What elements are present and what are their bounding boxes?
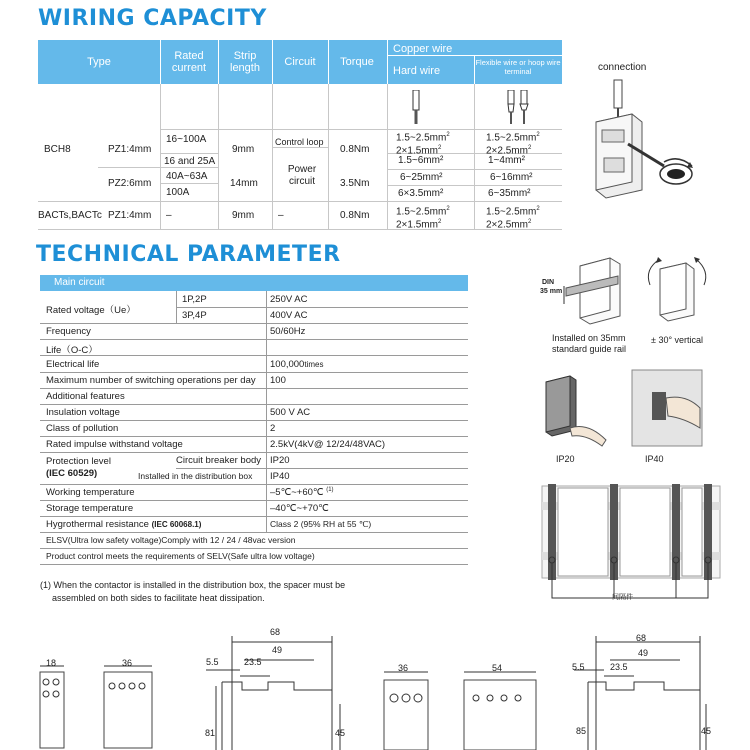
rv-value-1: 250V AC <box>270 294 308 305</box>
row1-circuit: Control loop <box>275 137 324 147</box>
dim-81: 81 <box>205 728 216 738</box>
pollution-value: 2 <box>270 423 276 434</box>
row5-hard: $1.5\sim 2.5mm^2$ $2\times 1.5mm^2$ <box>396 206 450 231</box>
row1-hard: $1.5\sim 2.5mm^2$ $2\times 1.5mm^2$ <box>396 132 450 157</box>
dim-68b: 68 <box>636 633 647 643</box>
row1-flex: $1.5\sim 2.5mm^2$ $2\times 2.5mm^2$ <box>486 132 540 157</box>
selv-text: Product control meets the requirements of SELV(Safe ultra low voltage) <box>46 551 315 561</box>
header-flexible-wire: Flexible wire or hoop wire terminal <box>475 58 561 76</box>
wiring-title: WIRING CAPACITY <box>38 6 267 31</box>
rv-poles-2: 3P,4P <box>182 310 207 321</box>
impulse-label: Rated impulse withstand voltage <box>46 439 183 450</box>
working-temp-label: Working temperature <box>46 487 135 498</box>
cb-body-value: IP20 <box>270 455 290 466</box>
vertical-label: ± 30° vertical <box>651 335 704 345</box>
cb-body-label: Circuit breaker body <box>176 455 262 466</box>
main-circuit-label: Main circuit <box>54 277 105 288</box>
iec-60529: (IEC 60529) <box>46 468 98 479</box>
working-temp-value: –5℃~+60℃ $^{(1)}$ <box>270 487 334 499</box>
ip40-illustration <box>630 368 706 450</box>
row4-current: 100A <box>166 187 190 198</box>
row2-current: 16 and 25A <box>164 156 216 167</box>
row1-strip: 9mm <box>232 144 255 155</box>
row3-flex: 6~16mm² <box>490 172 533 183</box>
row1-current: 16~100A <box>166 134 207 145</box>
row3-hard: 6~25mm² <box>400 172 443 183</box>
hygro-label: Hygrothermal resistance (IEC 60068.1) <box>46 519 202 530</box>
dist-box-value: IP40 <box>270 471 290 482</box>
electrical-life-value: 100,000times <box>270 359 324 370</box>
header-copper-wire: Copper wire <box>393 43 453 55</box>
header-circuit: Circuit <box>284 56 316 68</box>
electrical-life-label: Electrical life <box>46 359 100 370</box>
header-torque: Torque <box>340 56 374 68</box>
dim-45a: 45 <box>335 728 346 738</box>
connection-illustration <box>586 78 696 208</box>
installed-label-2: standard guide rail <box>552 344 627 354</box>
insulation-label: Insulation voltage <box>46 407 120 418</box>
row5-torque: 0.8Nm <box>340 210 370 221</box>
additional-label: Additional features <box>46 391 125 402</box>
row4-hard: 6×3.5mm² <box>398 188 444 199</box>
rv-value-2: 400V AC <box>270 310 308 321</box>
dim-68a: 68 <box>270 627 281 637</box>
vertical-angle-illustration <box>642 255 712 327</box>
dim-49b: 49 <box>638 648 649 658</box>
life-label: Life（O-C） <box>46 345 98 356</box>
dim-45b: 45 <box>701 726 712 736</box>
tech-title: TECHNICAL PARAMETER <box>36 242 341 267</box>
row2-circuit: Power circuit <box>287 164 317 187</box>
ip20-label: IP20 <box>556 454 575 464</box>
row1-pole: PZ1:4mm <box>108 144 152 155</box>
row3-strip: 14mm <box>230 178 258 189</box>
row5-strip: 9mm <box>232 210 255 221</box>
hard-wire-icon <box>410 90 422 126</box>
flexible-wire-icon <box>506 90 532 126</box>
header-rated-current: Rated current <box>171 50 207 74</box>
storage-temp-value: –40℃~+70℃ <box>270 503 329 514</box>
frequency-value: 50/60Hz <box>270 326 306 337</box>
max-switching-value: 100 <box>270 375 286 386</box>
dist-box-label: Installed in the distribution box <box>138 471 253 481</box>
row2-flex: 1~4mm² <box>488 155 525 166</box>
din-label: DIN <box>542 279 555 286</box>
din-mm-label: 35 mm <box>540 288 563 295</box>
frequency-label: Frequency <box>46 326 91 337</box>
hygro-value: Class 2 (95% RH at 55 ℃) <box>270 519 372 529</box>
dim-5-5a: 5.5 <box>206 657 219 667</box>
dim-23-5b: 23.5 <box>610 662 628 672</box>
dim-18: 18 <box>46 658 57 668</box>
storage-temp-label: Storage temperature <box>46 503 134 514</box>
spacer-label: 间隔件 <box>612 594 633 601</box>
elsv-text: ELSV(Ultra low safety voltage)Comply with 12 / 24 / 48vac version <box>46 535 296 545</box>
header-type: Type <box>87 56 111 68</box>
row3-current: 40A~63A <box>166 171 208 182</box>
header-strip-length: Strip length <box>230 50 260 74</box>
installed-label-1: Installed on 35mm <box>552 333 626 343</box>
footnote-line1: (1) When the contactor is installed in the distribution box, the spacer must be <box>40 580 346 590</box>
row1-model: BCH8 <box>44 144 71 155</box>
wiring-table <box>38 40 562 230</box>
dim-23-5a: 23.5 <box>244 657 262 667</box>
row5-model: BACTs,BACTc <box>38 210 102 221</box>
row1-torque: 0.8Nm <box>340 144 370 155</box>
pollution-label: Class of pollution <box>46 423 119 434</box>
dim-36a: 36 <box>122 658 133 668</box>
ip20-illustration <box>540 370 610 450</box>
impulse-value: 2.5kV(4kV@ 12/24/48VAC) <box>270 439 386 450</box>
protection-label: Protection level <box>46 456 111 467</box>
spacer-illustration <box>538 480 724 606</box>
row3-pole: PZ2:6mm <box>108 178 152 189</box>
row4-flex: 6~35mm² <box>488 188 531 199</box>
dim-85: 85 <box>576 726 587 736</box>
dim-49a: 49 <box>272 645 283 655</box>
dim-36b: 36 <box>398 663 409 673</box>
rv-poles-1: 1P,2P <box>182 294 207 305</box>
max-switching-label: Maximum number of switching operations per day <box>46 375 256 386</box>
ip40-label: IP40 <box>645 454 664 464</box>
row5-current: – <box>166 210 172 221</box>
row5-circuit: – <box>278 210 284 221</box>
footnote-line2: assembled on both sides to facilitate heat dissipation. <box>52 593 265 603</box>
row5-pole: PZ1:4mm <box>108 210 152 221</box>
insulation-value: 500 V AC <box>270 407 311 418</box>
dim-5-5b: 5.5 <box>572 662 585 672</box>
row5-flex: $1.5\sim 2.5mm^2$ $2\times 2.5mm^2$ <box>486 206 540 231</box>
rated-voltage-label: Rated voltage（Ue） <box>46 305 136 316</box>
dim-54: 54 <box>492 663 503 673</box>
main-circuit-header <box>40 275 468 291</box>
row2-hard: 1.5~6mm² <box>398 155 444 166</box>
connection-label: connection <box>598 62 647 73</box>
row3-torque: 3.5Nm <box>340 178 370 189</box>
header-hard-wire: Hard wire <box>393 65 441 77</box>
